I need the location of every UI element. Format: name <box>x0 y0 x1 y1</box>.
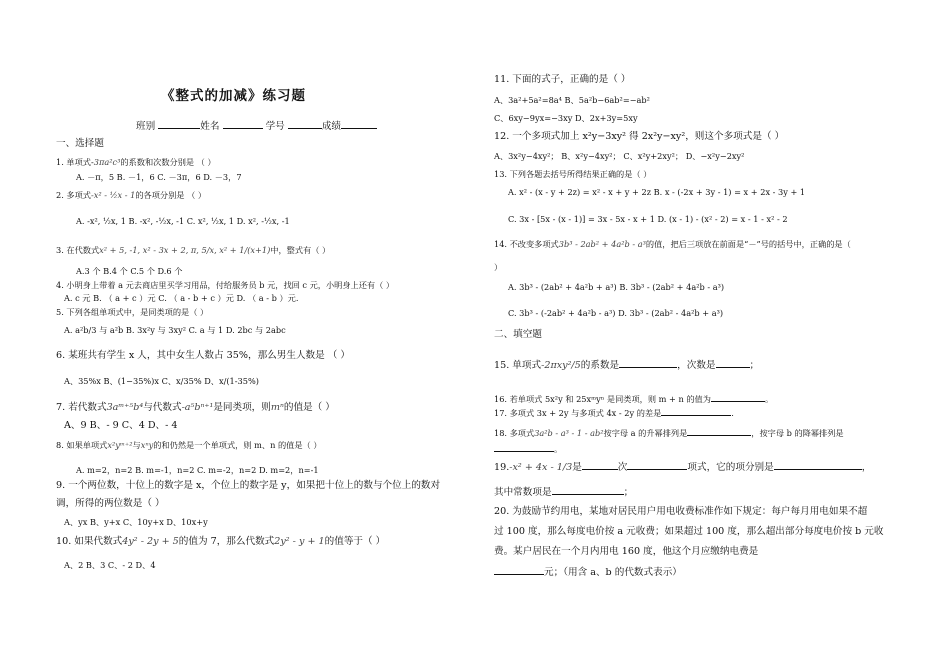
question-11-options-ab: A、3a²+5a²=8a⁴ B、5a²b−6ab²=−ab² <box>494 95 650 105</box>
question-19: 19.-x² + 4x - 1/3是 次 项式，它的项分别是 ， <box>494 462 872 473</box>
question-19-cont: 其中常数项是 ； <box>494 487 634 498</box>
question-2: 2. 多项式-x² - ½x - 1的各项分别是 （ ） <box>56 190 207 200</box>
question-20-line4: 元；（用含 a、b 的代数式表示） <box>494 565 682 579</box>
number-blank[interactable] <box>288 119 322 129</box>
score-blank[interactable] <box>341 119 377 129</box>
question-12: 12. 一个多项式加上 x²y−3xy² 得 2x²y−xy²，则这个多项式是（ ） <box>494 131 785 142</box>
question-10-options: A、2 B、3 C、- 2 D、4 <box>64 560 156 570</box>
question-9: 9. 一个两位数，十位上的数字是 x，个位上的数字是 y，如果把十位上的数与个位上的数对 <box>56 480 441 491</box>
question-14: 14. 不改变多项式3b³ - 2ab² + 4a²b - a³的值，把后三项放在前面是“－”号的括号中，正确的是（ <box>494 239 851 249</box>
question-2-options: A. -x², ½x, 1 B. -x², -½x, -1 C. x², ½x, 1 D. x², -½x, -1 <box>76 216 290 226</box>
question-6-options: A、35%x B、(1−35%)x C、x/35% D、x/(1-35%) <box>64 376 259 386</box>
question-15: 15. 单项式-2πxy²/5的系数是 ，次数是 ； <box>494 360 760 371</box>
question-10: 10. 如果代数式4y² - 2y + 5的值为 7，那么代数式2y² - y + 1的值等于（ ） <box>56 536 386 547</box>
question-14-options-cd: C. 3b³ - (-2ab² + 4a²b - a³) D. 3b³ - (2ab² - 4a²b + a³) <box>508 308 724 318</box>
section-choice-title: 一、选择题 <box>56 138 104 149</box>
question-13-options-cd: C. 3x - [5x - (x - 1)] = 3x - 5x - x + 1 D. (x - 1) - (x² - 2) = x - 1 - x² - 2 <box>508 214 788 224</box>
question-8-options: A. m=2，n=2 B. m=-1，n=2 C. m=-2，n=2 D. m=2，n=-1 <box>76 465 319 475</box>
q19-constant-blank[interactable] <box>552 485 624 495</box>
name-blank[interactable] <box>223 119 263 129</box>
question-17: 17. 多项式 3x + 2y 与多项式 4x - 2y 的差是 . <box>494 408 734 418</box>
question-7-options: A、9 B、- 9 C、4 D、- 4 <box>64 420 178 431</box>
question-4: 4. 小明身上带着 a 元去商店里买学习用品，付给服务员 b 元，找回 c 元，小明身上还有（ ） <box>56 280 395 290</box>
question-8: 8. 如果单项式x²yᵐ⁺²与xⁿy的和仍然是一个单项式，则 m、n 的值是（ ） <box>56 440 322 450</box>
q18-ascending-blank[interactable] <box>687 426 751 436</box>
question-20-line2: 过 100 度，那么每度电价按 a 元收费；如果超过 100 度，那么超出部分每度电价按 b 元收 <box>494 526 884 537</box>
question-9-options: A、yx B、y+x C、10y+x D、10x+y <box>64 517 208 527</box>
q18-descending-blank[interactable] <box>494 442 554 452</box>
question-11-options-cd: C、6xy−9yx=−3xy D、2x+3y=5xy <box>494 113 638 123</box>
question-5-options: A. a²b/3 与 a²b B. 3x²y 与 3xy² C. a 与 1 D. 2bc 与 2abc <box>64 325 286 335</box>
question-20-line3: 费。某户居民在一个月内用电 160 度，他这个月应缴纳电费是 <box>494 546 759 557</box>
question-14-cont: ） <box>494 262 503 272</box>
q20-blank[interactable] <box>494 565 544 575</box>
question-13-options-ab: A. x² - (x - y + 2z) = x² - x + y + 2z B. x - (-2x + 3y - 1) = x + 2x - 3y + 1 <box>508 187 806 197</box>
question-3: 3. 在代数式x² + 5, -1, x² - 3x + 2, π, 5/x, x² + 1/(x+1)中，整式有（ ） <box>56 245 331 255</box>
question-13: 13. 下列各题去括号所得结果正确的是（ ） <box>494 169 652 179</box>
question-3-options: A.3 个 B.4 个 C.5 个 D.6 个 <box>76 266 183 276</box>
question-11: 11. 下面的式子，正确的是（ ） <box>494 74 631 85</box>
question-1-options: A. －π，5 B. －1，6 C. －3π，6 D. －3，7 <box>76 172 242 182</box>
section-fill-title: 二、填空题 <box>494 329 542 340</box>
question-6: 6. 某班共有学生 x 人，其中女生人数占 35%，那么男生人数是 （ ） <box>56 350 351 361</box>
q19-terms-count-blank[interactable] <box>627 460 687 470</box>
question-18-cont: 。 <box>494 442 562 455</box>
question-12-options: A、3x²y−4xy²； B、x²y−4xy²； C、x²y+2xy²； D、−x²y−2xy² <box>494 151 745 161</box>
question-14-options-ab: A. 3b³ - (2ab² + 4a²b + a³) B. 3b³ - (2ab² + 4a²b - a³) <box>508 282 725 292</box>
student-info-row: 班别 姓名 学号 成绩 <box>136 119 377 133</box>
question-5: 5. 下列各组单项式中，是同类项的是（ ） <box>56 307 209 317</box>
q17-blank[interactable] <box>661 406 731 416</box>
question-18: 18. 多项式3a²b - a³ - 1 - ab²按字母 a 的升幂排列是 ，按字母 b 的降幂排列是 <box>494 428 844 438</box>
q15-coefficient-blank[interactable] <box>619 358 677 368</box>
question-16: 16. 若单项式 5x²y 和 25xᵐyⁿ 是同类项，则 m + n 的值为 。 <box>494 394 774 404</box>
class-blank[interactable] <box>158 119 200 129</box>
question-7: 7. 若代数式3aᵐ⁺⁵b⁴与代数式-a⁵bⁿ⁺¹是同类项，则mⁿ的值是（ ） <box>56 402 335 413</box>
q16-blank[interactable] <box>711 392 765 402</box>
page-title: 《整式的加减》练习题 <box>161 88 306 104</box>
question-9-cont: 调，所得的两位数是（ ） <box>56 498 165 509</box>
question-1: 1. 单项式-3πa²c³的系数和次数分别是 （ ） <box>56 157 216 167</box>
q19-degree-blank[interactable] <box>582 460 618 470</box>
question-4-options: A. c 元 B. （ a + c ）元 C. （ a - b + c ）元 D. （ a - b ）元. <box>64 293 299 303</box>
question-20-line1: 20. 为鼓励节约用电，某地对居民用户用电收费标准作如下规定：每户每月用电如果不超 <box>494 506 868 517</box>
q15-degree-blank[interactable] <box>716 358 750 368</box>
q19-terms-blank[interactable] <box>774 460 862 470</box>
